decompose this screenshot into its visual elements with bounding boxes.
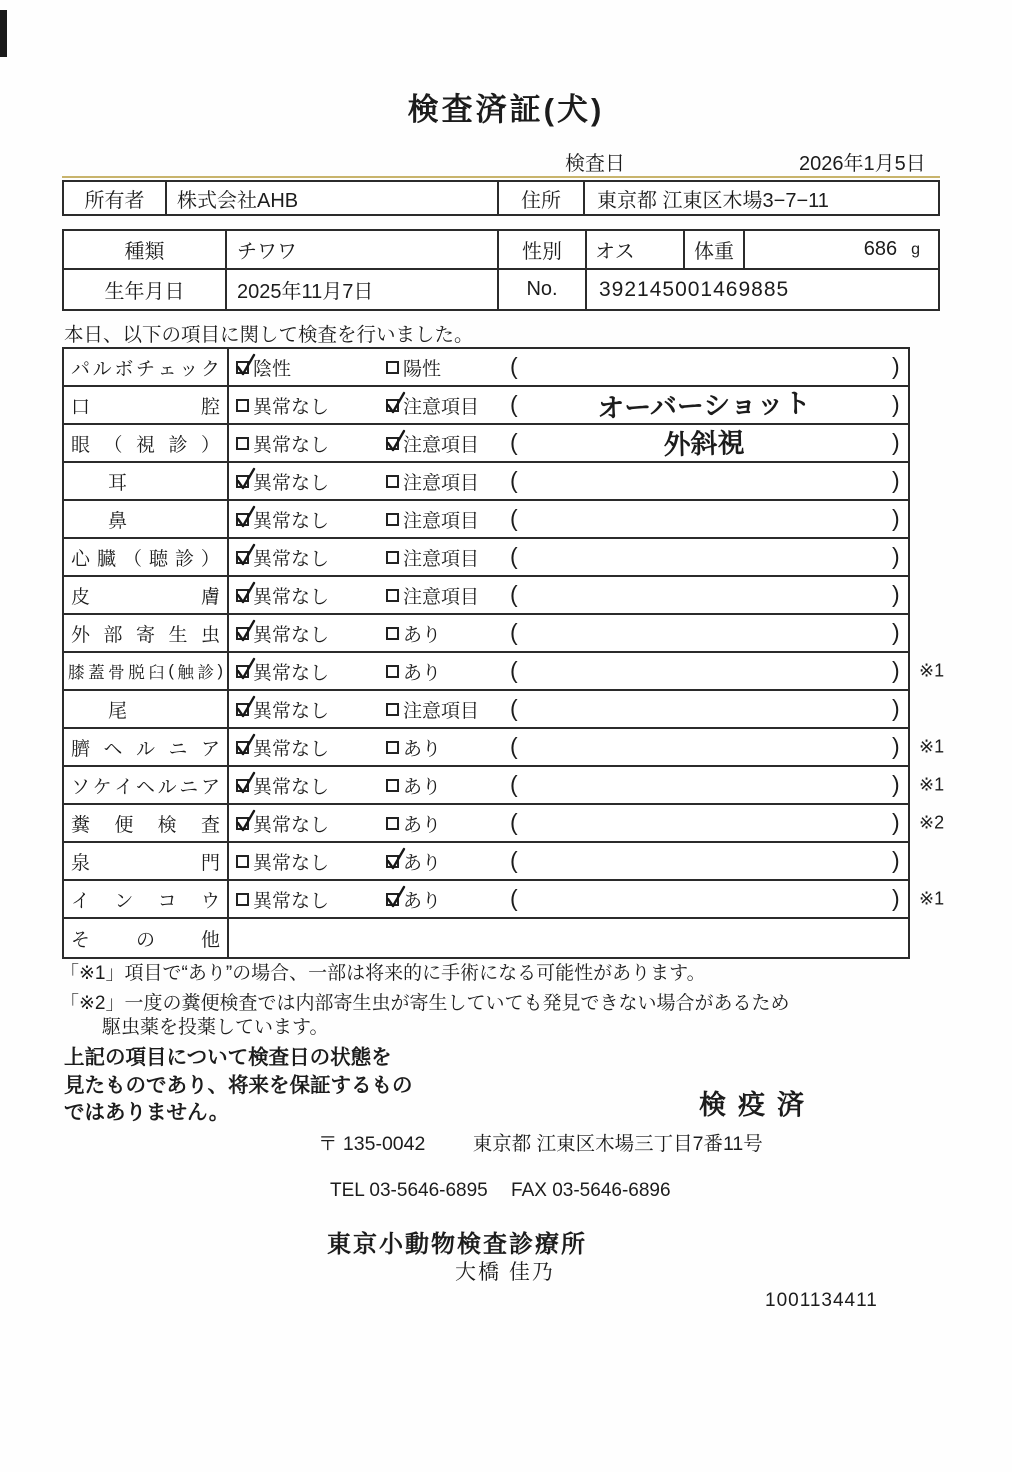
clinic-fax: FAX 03-5646-6896 (511, 1180, 671, 1201)
examiner-name: 大橋 佳乃 (455, 1261, 555, 1284)
checklist-row (64, 501, 908, 539)
checked-checkbox (236, 475, 249, 488)
empty-checkbox (386, 361, 399, 374)
item-label-char: 触 (177, 664, 194, 682)
item-label-char: 泉 (71, 852, 91, 874)
option-label: 注意項目 (403, 472, 480, 494)
checkbox-option (386, 425, 479, 461)
option-label: 異常なし (253, 852, 330, 874)
footnote-2-line-1: 「※2」一度の糞便検査では内部寄生虫が寄生していても発見できない場合があるため (60, 993, 790, 1014)
checked-checkbox (386, 855, 399, 868)
item-label-char: ニ (179, 776, 199, 798)
document-title: 検査済証(犬) (407, 92, 605, 127)
quarantine-stamp-text: 検疫済 (699, 1090, 816, 1120)
item-label-char: 膝 (68, 664, 85, 682)
item-label-char: 視 (135, 434, 155, 456)
option-label: 異常なし (253, 662, 330, 684)
paren-open: ( (510, 542, 518, 569)
empty-checkbox (236, 893, 249, 906)
weight-unit: g (911, 240, 920, 258)
item-label-char: ア (200, 738, 220, 760)
handwritten-check-mark (234, 580, 257, 607)
item-label-char: イ (71, 890, 91, 912)
item-label-char: ボ (114, 358, 134, 380)
item-label-char: パ (71, 358, 91, 380)
item-label-char: 脱 (128, 664, 145, 682)
item-label (64, 843, 229, 879)
option-label: 異常なし (253, 700, 330, 722)
checklist-row (64, 425, 908, 463)
option-label: 注意項目 (403, 548, 480, 570)
checkbox-option (236, 387, 329, 423)
item-label-char: ニ (168, 738, 188, 760)
item-label (64, 425, 229, 461)
item-label-char: の (135, 929, 155, 951)
item-label-char: （ (103, 434, 123, 456)
item-label-char: 寄 (135, 624, 155, 646)
item-label (64, 577, 229, 613)
handwritten-check-mark (234, 656, 257, 683)
paren-open: ( (510, 656, 518, 683)
item-label-char: 便 (114, 814, 134, 836)
option-label: 異常なし (253, 586, 330, 608)
checklist-row (64, 805, 945, 843)
checklist-table (62, 347, 945, 959)
checkbox-option (386, 653, 441, 689)
checkbox-option (236, 539, 329, 575)
checkbox-option (236, 425, 329, 461)
item-label-char: ( (168, 661, 174, 680)
handwritten-check-mark (234, 694, 257, 721)
item-label-char: 心 (71, 548, 91, 570)
option-label: 陽性 (403, 358, 442, 380)
checkbox-option (236, 463, 329, 499)
checked-checkbox (236, 627, 249, 640)
breed-label: 種類 (64, 231, 227, 268)
address-label: 住所 (499, 182, 585, 214)
checked-checkbox (236, 703, 249, 716)
reference-note-mark: ※1 (919, 774, 945, 795)
birthdate-label: 生年月日 (64, 270, 227, 309)
item-label-char: 診 (174, 548, 194, 570)
item-label-char: ル (92, 358, 112, 380)
pet-info-row-2 (64, 270, 938, 309)
serial-number: 1001134411 (765, 1290, 878, 1311)
checkbox-option (236, 881, 329, 917)
footnotes (60, 962, 790, 1040)
reference-note-mark: ※1 (919, 888, 945, 909)
item-label-char: 臍 (71, 738, 91, 760)
checkbox-option (236, 805, 329, 841)
checked-checkbox (236, 551, 249, 564)
paren-open: ( (510, 808, 518, 835)
option-label: 異常なし (253, 738, 330, 760)
disclaimer-line-3: ではありません。 (64, 1101, 230, 1124)
paren-open: ( (510, 390, 518, 417)
item-label-char: 骨 (108, 664, 125, 682)
paren-close: ) (892, 808, 900, 835)
empty-checkbox (386, 703, 399, 716)
item-label-char: ) (217, 661, 223, 680)
item-label-char: ル (135, 738, 155, 760)
checked-checkbox (236, 589, 249, 602)
item-label-char: ク (200, 358, 220, 380)
item-label-char: ェ (157, 358, 177, 380)
item-label-char: （ (122, 548, 142, 570)
empty-checkbox (386, 589, 399, 602)
checkbox-option (386, 349, 441, 385)
empty-checkbox (386, 817, 399, 830)
checkbox-option (236, 501, 329, 537)
option-label: あり (403, 662, 442, 684)
item-label-char: 皮 (71, 586, 91, 608)
option-label: 注意項目 (403, 396, 480, 418)
item-label-char: 検 (157, 814, 177, 836)
checkbox-option (236, 843, 329, 879)
option-label: 注意項目 (403, 586, 480, 608)
item-label-char: 耳 (108, 472, 128, 494)
item-label-char: 膚 (200, 586, 220, 608)
item-label (64, 767, 229, 803)
paren-close: ) (892, 428, 900, 455)
item-label-char: ） (200, 548, 220, 570)
inspection-date-value: 2026年1月5日 (799, 153, 926, 175)
checkbox-option (386, 501, 479, 537)
handwritten-check-mark (234, 618, 257, 645)
checked-checkbox (236, 817, 249, 830)
pet-info-box (62, 229, 940, 311)
checkbox-option (386, 387, 479, 423)
sex-label: 性別 (499, 231, 587, 268)
paren-close: ) (892, 694, 900, 721)
paren-close: ) (892, 770, 900, 797)
scan-color-fringe (62, 176, 940, 178)
checkbox-option (236, 653, 329, 689)
checkbox-option (386, 843, 441, 879)
option-label: 注意項目 (403, 434, 480, 456)
handwritten-check-mark (384, 884, 407, 911)
item-label-char: ウ (200, 890, 220, 912)
checked-checkbox (236, 779, 249, 792)
checkbox-option (236, 349, 291, 385)
paren-open: ( (510, 846, 518, 873)
checkbox-option (386, 881, 441, 917)
option-label: 注意項目 (403, 510, 480, 532)
empty-checkbox (236, 399, 249, 412)
checklist-row (64, 653, 945, 691)
option-label: あり (403, 624, 442, 646)
item-label-char: 他 (200, 929, 220, 951)
handwritten-check-mark (234, 770, 257, 797)
disclaimer-line-1: 上記の項目について検査日の状態を (64, 1046, 392, 1069)
disclaimer-paragraph (64, 1044, 413, 1127)
checklist-row (64, 463, 908, 501)
option-label: 異常なし (253, 814, 330, 836)
item-label (64, 349, 229, 385)
option-label: あり (403, 890, 442, 912)
paren-open: ( (510, 352, 518, 379)
option-label: 異常なし (253, 776, 330, 798)
paren-close: ) (892, 542, 900, 569)
handwritten-check-mark (384, 390, 407, 417)
checklist-row (64, 843, 908, 881)
intro-sentence: 本日、以下の項目に関して検査を行いました。 (64, 324, 474, 346)
item-label-char: ケ (92, 776, 112, 798)
item-label (64, 501, 229, 537)
paren-open: ( (510, 580, 518, 607)
empty-checkbox (386, 741, 399, 754)
option-label: あり (403, 814, 442, 836)
empty-checkbox (386, 665, 399, 678)
paren-close: ) (892, 732, 900, 759)
paren-close: ) (892, 504, 900, 531)
item-label-char: ヘ (135, 776, 155, 798)
checked-checkbox (236, 665, 249, 678)
checklist-row (64, 539, 908, 577)
item-label (64, 805, 229, 841)
handwritten-check-mark (234, 732, 257, 759)
handwritten-check-mark (384, 846, 407, 873)
empty-checkbox (386, 475, 399, 488)
item-label (64, 881, 229, 917)
item-label-char: 生 (168, 624, 188, 646)
paren-open: ( (510, 466, 518, 493)
address-value: 東京都 江東区木場3−7−11 (597, 189, 829, 212)
checked-checkbox (386, 893, 399, 906)
footnote-1: 「※1」項目で“あり”の場合、一部は将来的に手術になる可能性があります。 (60, 963, 706, 984)
empty-checkbox (236, 437, 249, 450)
weight-value (745, 231, 938, 268)
item-label-char: 鼻 (108, 510, 128, 532)
item-label-char: 臓 (96, 548, 116, 570)
checkbox-option (236, 767, 329, 803)
checkbox-option (386, 767, 441, 803)
item-label-char: イ (114, 776, 134, 798)
reference-note-mark: ※1 (919, 736, 945, 757)
option-label: あり (403, 776, 442, 798)
scan-artifact-bar (0, 10, 7, 57)
handwritten-annotation: オーバーショット (596, 388, 812, 424)
item-label-char: 臼 (148, 664, 165, 682)
clinic-postal-code: 〒 135-0042 (318, 1133, 426, 1155)
item-label-char: ル (157, 776, 177, 798)
weight-label: 体重 (685, 231, 745, 268)
item-label (64, 729, 229, 765)
item-label-char: 糞 (71, 814, 91, 836)
checkbox-option (386, 615, 441, 651)
option-label: 異常なし (253, 434, 330, 456)
option-label: 異常なし (253, 548, 330, 570)
item-label-char: そ (71, 929, 91, 951)
item-label-char: ヘ (103, 738, 123, 760)
disclaimer-line-2: 見たものであり、将来を保証するもの (64, 1073, 413, 1097)
item-label (64, 653, 229, 689)
item-label (64, 691, 229, 727)
clinic-address-line (318, 1128, 763, 1156)
pet-info-row-1 (64, 231, 938, 270)
paren-open: ( (510, 884, 518, 911)
item-label-char: 腔 (200, 396, 220, 418)
checked-checkbox (236, 513, 249, 526)
paren-close: ) (892, 656, 900, 683)
number-label: No. (499, 270, 587, 309)
option-label: 異常なし (253, 472, 330, 494)
owner-label: 所有者 (64, 182, 167, 214)
checklist-row (64, 691, 908, 729)
paren-close: ) (892, 580, 900, 607)
item-label-char: 査 (200, 814, 220, 836)
item-label-char: チ (135, 358, 155, 380)
checkbox-option (386, 577, 479, 613)
item-label-char: 部 (103, 624, 123, 646)
checked-checkbox (236, 741, 249, 754)
item-label-char: ン (114, 890, 134, 912)
empty-checkbox (386, 779, 399, 792)
clinic-name: 東京小動物検査診療所 (327, 1231, 587, 1258)
paren-open: ( (510, 618, 518, 645)
reference-note-mark: ※1 (919, 660, 945, 681)
item-label-char: 蓋 (88, 664, 105, 682)
paren-close: ) (892, 884, 900, 911)
reference-note-mark: ※2 (919, 812, 945, 833)
clinic-phone-line (330, 1180, 671, 1202)
item-label-char: ッ (179, 358, 199, 380)
checkbox-option (386, 539, 479, 575)
empty-checkbox (386, 513, 399, 526)
option-label: 陰性 (253, 358, 292, 380)
checklist-row (64, 919, 908, 957)
number-value: 392145001469885 (599, 277, 790, 301)
item-label (64, 463, 229, 499)
paren-open: ( (510, 770, 518, 797)
item-label-char: 診 (197, 664, 214, 682)
breed-value: チワワ (227, 231, 499, 268)
checkbox-option (236, 615, 329, 651)
checklist-row (64, 767, 945, 805)
item-label-char: 虫 (200, 624, 220, 646)
checkbox-option (386, 691, 479, 727)
paren-open: ( (510, 428, 518, 455)
checkbox-option (386, 463, 479, 499)
paren-close: ) (892, 846, 900, 873)
item-label-char: ア (200, 776, 220, 798)
paren-open: ( (510, 504, 518, 531)
item-label (64, 387, 229, 423)
birthdate-value: 2025年11月7日 (227, 270, 499, 309)
sex-value: オス (587, 231, 685, 268)
item-label-char: 門 (200, 852, 220, 874)
checklist-row (64, 577, 908, 615)
clinic-tel: TEL 03-5646-6895 (330, 1180, 488, 1201)
paren-open: ( (510, 694, 518, 721)
paren-open: ( (510, 732, 518, 759)
handwritten-annotation: 外斜視 (663, 427, 745, 460)
empty-checkbox (386, 627, 399, 640)
item-label-char: 尾 (108, 700, 128, 722)
inspection-date-label: 検査日 (565, 153, 625, 175)
owner-info-box (62, 180, 940, 216)
weight-number: 686 (863, 238, 898, 260)
item-label (64, 919, 229, 957)
handwritten-check-mark (234, 808, 257, 835)
paren-close: ) (892, 390, 900, 417)
handwritten-check-mark (234, 542, 257, 569)
option-label: 異常なし (253, 890, 330, 912)
item-label-char: 眼 (71, 434, 91, 456)
checkbox-option (386, 805, 441, 841)
handwritten-check-mark (234, 466, 257, 493)
item-label-char: 口 (71, 396, 91, 418)
item-label-char: 聴 (148, 548, 168, 570)
item-label-char: ソ (71, 776, 91, 798)
handwritten-check-mark (234, 504, 257, 531)
item-label-char: コ (157, 890, 177, 912)
paren-close: ) (892, 618, 900, 645)
empty-checkbox (386, 551, 399, 564)
item-label-char: 外 (71, 624, 91, 646)
checked-checkbox (236, 361, 249, 374)
option-label: 異常なし (253, 396, 330, 418)
checkbox-option (386, 729, 441, 765)
checklist-row (64, 729, 945, 767)
option-label: 異常なし (253, 510, 330, 532)
option-label: 注意項目 (403, 700, 480, 722)
item-label (64, 615, 229, 651)
checkbox-option (236, 729, 329, 765)
checkbox-option (236, 577, 329, 613)
item-label-char: 診 (168, 434, 188, 456)
checklist-row (64, 615, 908, 653)
clinic-address: 東京都 江東区木場三丁目7番11号 (472, 1133, 763, 1155)
handwritten-check-mark (384, 428, 407, 455)
checklist-row (64, 881, 945, 919)
empty-checkbox (236, 855, 249, 868)
paren-close: ) (892, 352, 900, 379)
checked-checkbox (386, 399, 399, 412)
checkbox-option (236, 691, 329, 727)
option-label: あり (403, 852, 442, 874)
checked-checkbox (386, 437, 399, 450)
item-label (64, 539, 229, 575)
handwritten-check-mark (234, 352, 257, 379)
paren-close: ) (892, 466, 900, 493)
option-label: 異常なし (253, 624, 330, 646)
item-label-char: ） (200, 434, 220, 456)
footnote-2-line-2: 駆虫薬を投薬しています。 (102, 1017, 329, 1038)
owner-value: 株式会社AHB (167, 182, 499, 214)
option-label: あり (403, 738, 442, 760)
